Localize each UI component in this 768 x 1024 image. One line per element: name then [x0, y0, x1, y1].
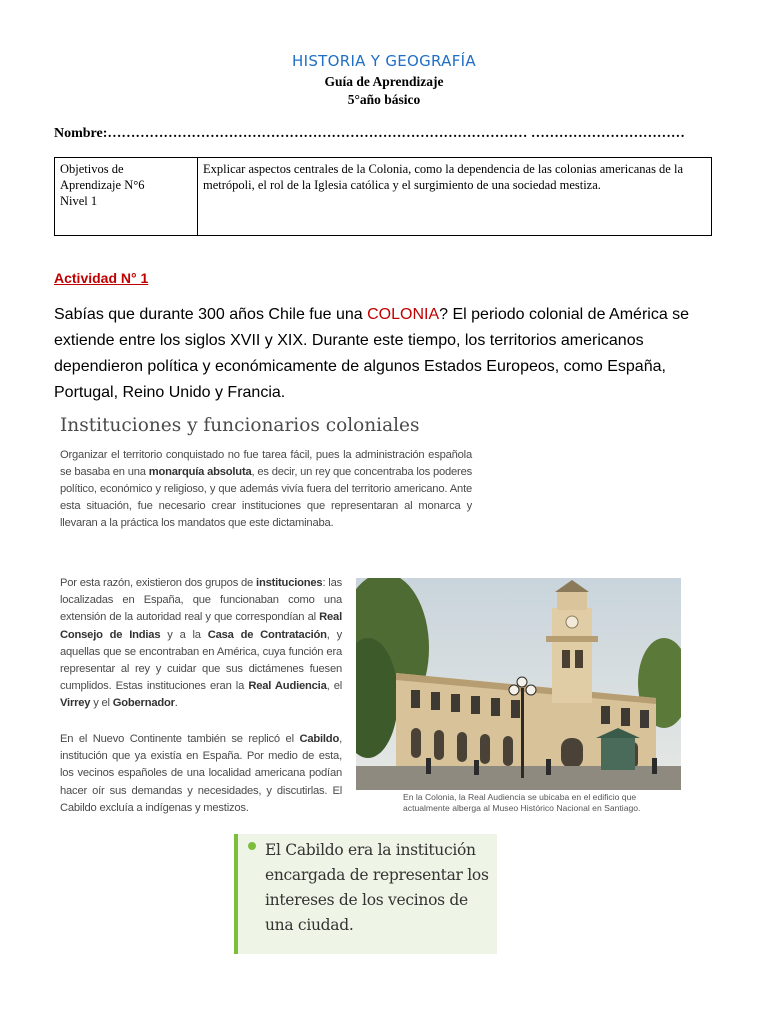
name-field[interactable]: [54, 126, 685, 142]
textbook-paragraph-1: [60, 447, 472, 532]
bullet-dot-icon: [248, 842, 256, 850]
p2-text-k: y el: [90, 697, 113, 710]
activity-title: Actividad N° 1: [54, 270, 149, 286]
p2-bold-l: Gobernador: [112, 697, 175, 710]
p2-bold-d: Real Consejo de Indias: [60, 611, 342, 641]
p2-text-c: : las localizadas en España, que funcionaban como una extensión de la autoridad real y que correspondían al: [60, 577, 342, 624]
textbook-paragraph-3: [60, 731, 342, 817]
textbook-paragraph-2: [60, 575, 342, 713]
p2-text-a: Por esta razón, existieron dos grupos de: [60, 577, 257, 589]
intro-text-before: Sabías que durante 300 años Chile fue una: [54, 306, 368, 323]
objectives-label-cell: [55, 158, 198, 236]
p1-text: Organizar el territorio conquistado no fue tarea fácil, pues la administración española se basaba en una: [60, 449, 472, 478]
p2-text-g: , y aquellas que se encontraban en América, cuya función era representar al rey y cuidar que sus dictámenes fuesen cumplidos. Estas instituciones eran la: [60, 628, 342, 693]
p2-bold-b: instituciones: [256, 577, 323, 589]
p2-text-e: y a la: [160, 628, 208, 641]
textbook-heading: Instituciones y funcionarios coloniales: [60, 415, 420, 436]
p2-text-m: .: [174, 697, 178, 710]
objectives-description-cell: Explicar aspectos centrales de la Colonia, como la dependencia de las colonias americanas de la metrópoli, el rol de la Iglesia católica y el surgimiento de una sociedad mestiza.: [198, 158, 712, 236]
photo-caption: En la Colonia, la Real Audiencia se ubicaba en el edificio que actualmente alberga al Museo Histórico Nacional en Santiago.: [403, 792, 641, 813]
p3-bold-b: Cabildo: [299, 733, 340, 745]
p1-text-end: , es decir, un rey que concentraba los poderes político, económico y religioso, y que además vivía fuera del territorio americano. Ante esta situación, fue necesario crear instituciones que representaran al monarca y llevaran a la práctica los mandatos que este dictaminaba.: [60, 466, 472, 529]
real-audiencia-photo: [356, 578, 681, 790]
p2-bold-h: Real Audiencia: [248, 680, 327, 693]
p3-text-c: , institución que ya existía en España. Por medio de esta, los vecinos españoles de una localidad americana podían hacer oír sus demandas y necesidades, y discutirlas. El Cabildo excluía a indígenas y mestizos.: [60, 733, 342, 814]
objectives-table: [54, 157, 712, 236]
objectives-label-line1: Objetivos de: [60, 162, 124, 176]
objectives-label-line3: Nivel 1: [60, 194, 98, 208]
key-idea-box: [234, 834, 497, 954]
objectives-label-line2: Aprendizaje N°6: [60, 178, 145, 192]
p3-text-a: En el Nuevo Continente también se replicó el: [60, 733, 300, 745]
intro-text-after: ? El periodo colonial de América se extiende entre los siglos XVII y XIX. Durante este tiempo, los territorios americanos dependieron política y económicamente de algunos Estados Europeos, como España, Portugal, Reino Unido y Francia.: [54, 306, 690, 401]
p2-bold-f: Casa de Contratación: [207, 628, 327, 641]
grade-label: 5°año básico: [347, 92, 421, 107]
intro-highlight: COLONIA: [367, 306, 440, 323]
key-idea-text: El Cabildo era la institución encargada de representar los intereses de los vecinos de una ciudad.: [265, 841, 489, 934]
subject-title: HISTORIA Y GEOGRAFÍA: [292, 52, 476, 70]
p1-bold: monarquía absoluta: [148, 466, 252, 478]
guide-title: Guía de Aprendizaje: [324, 74, 444, 89]
p2-text-i: , el: [326, 680, 343, 693]
name-dots: ……………………………………………………………………………… ……………………………: [107, 126, 685, 141]
intro-paragraph: [54, 302, 714, 406]
name-label: Nombre:: [54, 126, 108, 141]
p2-bold-j: Virrey: [60, 697, 91, 710]
building-illustration: [356, 578, 681, 790]
